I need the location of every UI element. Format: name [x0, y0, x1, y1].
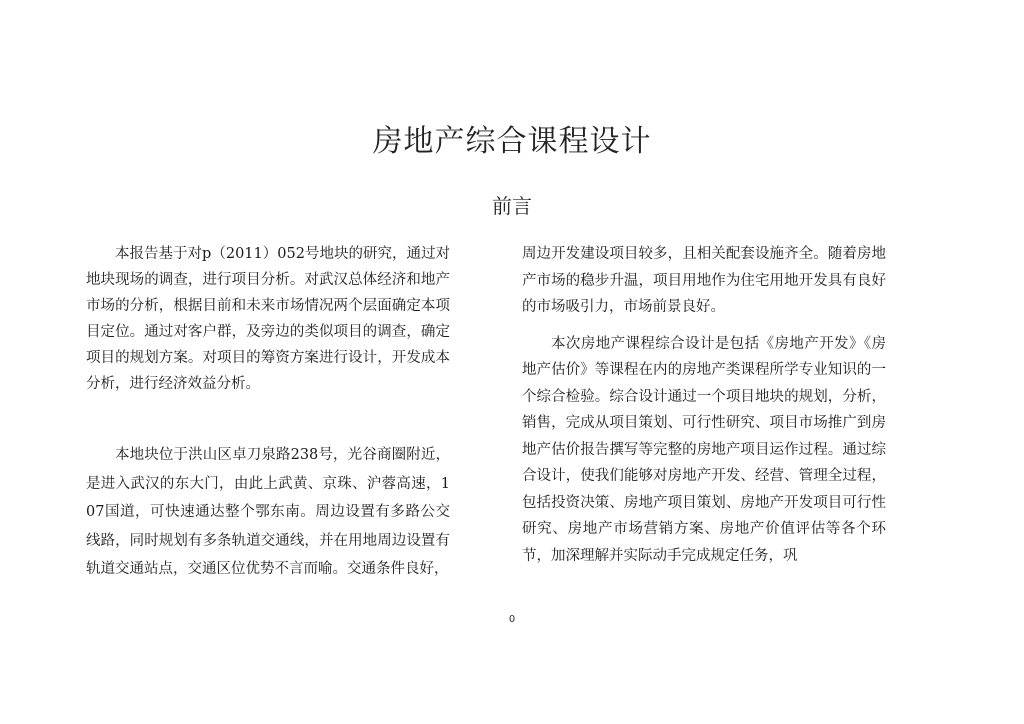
page-number: 0: [508, 614, 516, 625]
paragraph-report-overview: 本报告基于对p（2011）052号地块的研究，通过对地块现场的调查，进行项目分析。对武汉总体经济和地产市场的分析，根据目前和未来市场情况两个层面确定本项目定位。通过对客户群，及旁边的类似项目的调查，确定项目的规划方案。对项目的筹资方案进行设计，开发成本分析，进行经济效益分析。: [86, 246, 450, 392]
document-title: 房地产综合课程设计: [372, 124, 652, 159]
left-column: [86, 241, 450, 584]
section-title: 前言: [492, 194, 532, 218]
paragraph-course-design: 本次房地产课程综合设计是包括《房地产开发》《房地产估价》等课程在内的房地产类课程所学专业知识的一个综合检验。综合设计通过一个项目地块的规划，分析，销售，完成从项目策划、可行性研究、项目市场推广到房地产估价报告撰写等完整的房地产项目运作过程。通过综合设计，使我们能够对房地产开发、经营、管理全过程，包括投资决策、房地产项目策划、房地产开发项目可行性研究、房地产市场营销方案、房地产价值评估等各个环节，加深理解并实际动手完成规定任务，巩: [522, 335, 886, 564]
right-column: [522, 241, 886, 569]
paragraph-market-outlook: 周边开发建设项目较多，且相关配套设施齐全。随着房地产市场的稳步升温，项目用地作为住宅用地开发具有良好的市场吸引力，市场前景良好。: [522, 246, 886, 315]
paragraph-site-location: 本地块位于洪山区卓刀泉路238号，光谷商圈附近，是进入武汉的东大门，由此上武黄、京珠、沪蓉高速，107国道，可快速通达整个鄂东南。周边设置有多路公交线路，同时规划有多条轨道交通线，并在用地周边设置有轨道交通站点，交通区位优势不言而喻。交通条件良好，: [86, 447, 450, 577]
